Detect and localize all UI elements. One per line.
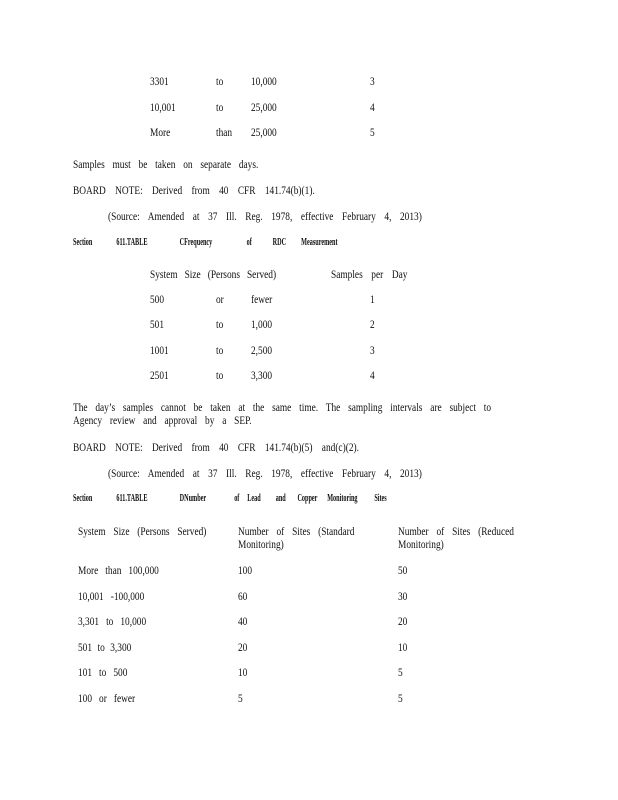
- standard-sites: 20: [238, 640, 248, 654]
- range-to: 2,500: [251, 343, 273, 357]
- range-sep: to: [216, 100, 224, 114]
- section-title-word: Measurement: [301, 237, 338, 248]
- size-range: 101 to 500: [78, 665, 128, 679]
- standard-sites: 60: [238, 589, 248, 603]
- reduced-sites: 30: [398, 589, 408, 603]
- source-note: (Source: Amended at 37 Ill. Reg. 1978, effective February 4, 2013): [108, 466, 422, 480]
- range-from: 2501: [150, 368, 169, 382]
- standard-sites: 100: [238, 563, 253, 577]
- standard-sites: 40: [238, 614, 248, 628]
- range-sep: or: [216, 292, 224, 306]
- range-sep: to: [216, 368, 224, 382]
- section-title-word: Sites: [374, 493, 387, 504]
- range-to: 25,000: [251, 100, 277, 114]
- column-header: System Size (Persons Served): [150, 267, 277, 281]
- board-note: BOARD NOTE: Derived from 40 CFR 141.74(b)(1).: [73, 183, 315, 197]
- range-from: 3301: [150, 74, 169, 88]
- section-title-word: and: [275, 493, 286, 504]
- section-title-word: of: [234, 493, 240, 504]
- range-from: 500: [150, 292, 165, 306]
- section-title-word: DNumber: [179, 493, 207, 504]
- reduced-sites: 10: [398, 640, 408, 654]
- reduced-sites: 50: [398, 563, 408, 577]
- section-label: Section: [73, 237, 93, 248]
- standard-sites: 5: [238, 691, 243, 705]
- range-sep: than: [216, 125, 233, 139]
- samples-value: 4: [370, 100, 375, 114]
- column-header: System Size (Persons Served): [78, 524, 207, 538]
- samples-value: 4: [370, 368, 375, 382]
- section-table-id: 611.TABLE: [116, 493, 148, 504]
- range-sep: to: [216, 317, 224, 331]
- range-to: 25,000: [251, 125, 277, 139]
- size-range: 3,301 to 10,000: [78, 614, 147, 628]
- samples-note: Samples must be taken on separate days.: [73, 157, 259, 171]
- board-note: BOARD NOTE: Derived from 40 CFR 141.74(b)(5) and(c)(2).: [73, 440, 359, 454]
- section-title-word: CFrequency: [179, 237, 213, 248]
- section-heading: [73, 494, 387, 504]
- section-title-word: Monitoring: [327, 493, 358, 504]
- reduced-sites: 20: [398, 614, 408, 628]
- section-title-word: of: [246, 237, 252, 248]
- column-header: Samples per Day: [331, 267, 408, 281]
- range-to: 1,000: [251, 317, 273, 331]
- column-header: Number of Sites (Reduced Monitoring): [398, 524, 514, 551]
- section-title-word: Copper: [297, 493, 318, 504]
- range-from: 501: [150, 317, 165, 331]
- source-note: (Source: Amended at 37 Ill. Reg. 1978, effective February 4, 2013): [108, 209, 422, 223]
- size-range: 501 to 3,300: [78, 640, 132, 654]
- day-samples-note: The day’s samples cannot be taken at the same time. The sampling intervals are subject to Agency review and approval by a SEP.: [73, 400, 492, 427]
- samples-value: 3: [370, 74, 375, 88]
- standard-sites: 10: [238, 665, 248, 679]
- section-title-word: Lead: [247, 493, 261, 504]
- reduced-sites: 5: [398, 665, 403, 679]
- range-sep: to: [216, 343, 224, 357]
- samples-value: 5: [370, 125, 375, 139]
- samples-value: 3: [370, 343, 375, 357]
- column-header: Number of Sites (Standard Monitoring): [238, 524, 355, 551]
- size-range: 10,001 -100,000: [78, 589, 145, 603]
- reduced-sites: 5: [398, 691, 403, 705]
- section-title-word: RDC: [272, 237, 287, 248]
- size-range: 100 or fewer: [78, 691, 136, 705]
- samples-value: 1: [370, 292, 375, 306]
- range-to: 3,300: [251, 368, 273, 382]
- range-to: 10,000: [251, 74, 277, 88]
- section-label: Section: [73, 493, 93, 504]
- range-from: More: [150, 125, 171, 139]
- range-sep: to: [216, 74, 224, 88]
- section-table-id: 611.TABLE: [116, 237, 148, 248]
- range-from: 1001: [150, 343, 169, 357]
- samples-value: 2: [370, 317, 375, 331]
- range-to: fewer: [251, 292, 273, 306]
- section-heading: [73, 238, 338, 248]
- range-from: 10,001: [150, 100, 176, 114]
- size-range: More than 100,000: [78, 563, 159, 577]
